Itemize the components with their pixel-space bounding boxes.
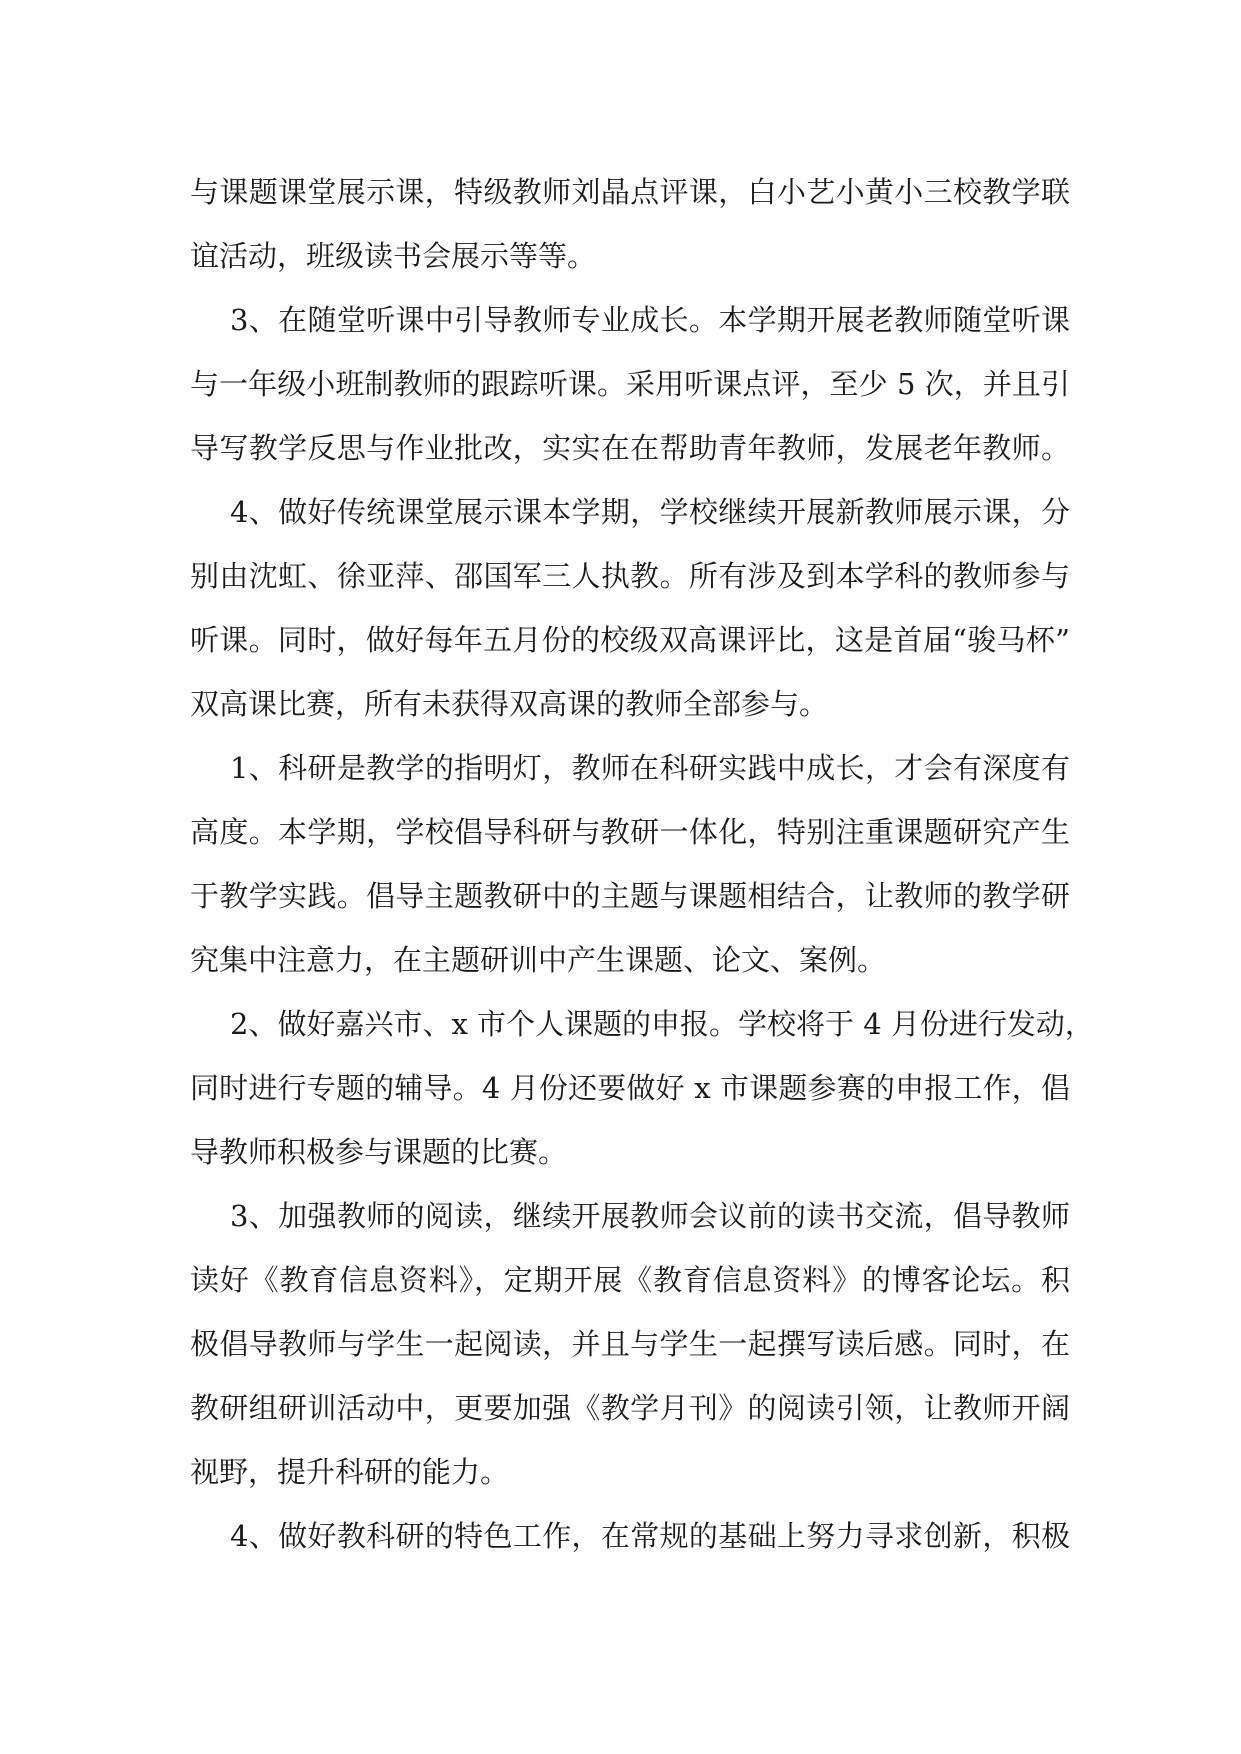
text-line: 听课。同时，做好每年五月份的校级双高课评比，这是首届“骏马杯” bbox=[190, 623, 1070, 657]
text-line: 极倡导教师与学生一起阅读，并且与学生一起撰写读后感。同时，在 bbox=[190, 1327, 1070, 1361]
text-line: 于教学实践。倡导主题教研中的主题与课题相结合，让教师的教学研 bbox=[190, 879, 1070, 913]
text-line: 4、做好传统课堂展示课本学期，学校继续开展新教师展示课，分 bbox=[230, 495, 1070, 529]
text-line: 高度。本学期，学校倡导科研与教研一体化，特别注重课题研究产生 bbox=[190, 815, 1070, 849]
text-line: 别由沈虹、徐亚萍、邵国军三人执教。所有涉及到本学科的教师参与 bbox=[190, 559, 1070, 593]
text-line: 3、在随堂听课中引导教师专业成长。本学期开展老教师随堂听课 bbox=[230, 303, 1070, 337]
text-line: 导教师积极参与课题的比赛。 bbox=[190, 1135, 568, 1169]
paragraph bbox=[190, 1184, 1070, 1504]
text-line: 教研组研训活动中，更要加强《教学月刊》的阅读引领，让教师开阔 bbox=[190, 1391, 1070, 1425]
text-line: 与一年级小班制教师的跟踪听课。采用听课点评，至少 5 次，并且引 bbox=[190, 367, 1070, 401]
text-line: 同时进行专题的辅导。4 月份还要做好 x 市课题参赛的申报工作，倡 bbox=[190, 1071, 1070, 1105]
paragraph bbox=[190, 480, 1070, 736]
paragraph bbox=[190, 736, 1070, 992]
text-line: 4、做好教科研的特色工作，在常规的基础上努力寻求创新，积极 bbox=[230, 1519, 1070, 1553]
paragraph bbox=[190, 288, 1070, 480]
paragraph bbox=[190, 992, 1094, 1184]
text-line: 究集中注意力，在主题研训中产生课题、论文、案例。 bbox=[190, 943, 887, 977]
paragraph bbox=[190, 160, 1070, 288]
document-body bbox=[190, 160, 1094, 1568]
text-line: 谊活动，班级读书会展示等等。 bbox=[190, 239, 597, 273]
text-line: 2、做好嘉兴市、x 市个人课题的申报。学校将于 4 月份进行发动， bbox=[230, 1007, 1094, 1041]
text-line: 与课题课堂展示课，特级教师刘晶点评课，白小艺小黄小三校教学联 bbox=[190, 175, 1070, 209]
text-line: 双高课比赛，所有未获得双高课的教师全部参与。 bbox=[190, 687, 829, 721]
text-line: 视野，提升科研的能力。 bbox=[190, 1455, 510, 1489]
text-line: 读好《教育信息资料》，定期开展《教育信息资料》的博客论坛。积 bbox=[190, 1263, 1070, 1297]
paragraph bbox=[190, 1504, 1070, 1568]
text-line: 导写教学反思与作业批改，实实在在帮助青年教师，发展老年教师。 bbox=[190, 431, 1070, 465]
text-line: 3、加强教师的阅读，继续开展教师会议前的读书交流，倡导教师 bbox=[230, 1199, 1070, 1233]
text-line: 1、科研是教学的指明灯，教师在科研实践中成长，才会有深度有 bbox=[230, 751, 1070, 785]
